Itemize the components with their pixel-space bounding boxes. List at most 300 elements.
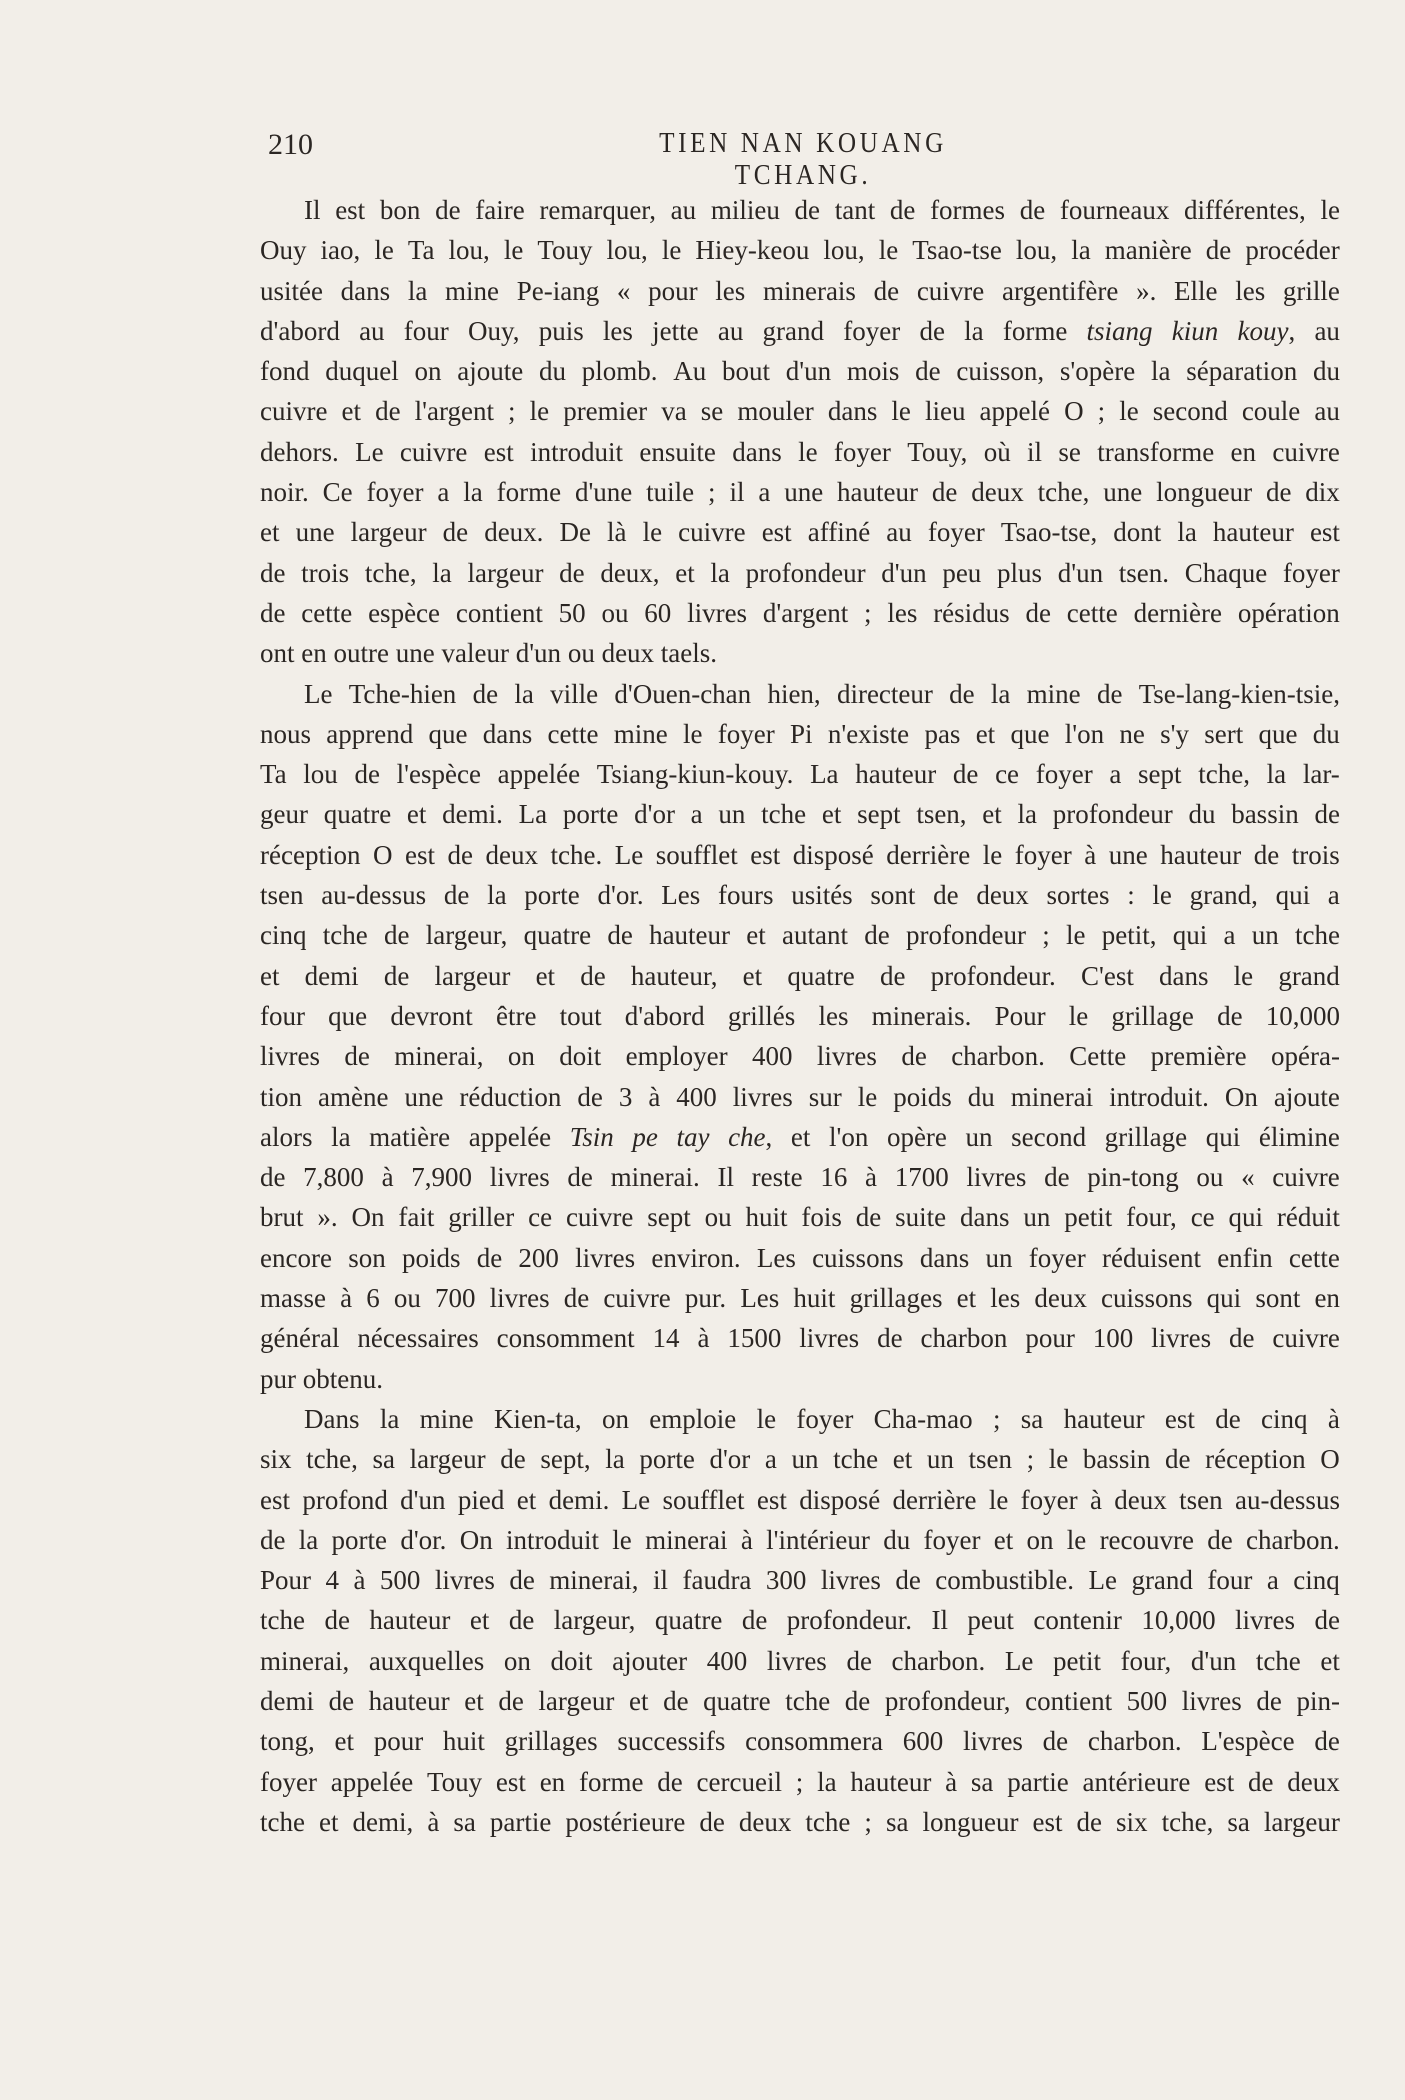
word-text: et xyxy=(260,960,280,991)
word xyxy=(508,391,516,431)
word xyxy=(612,1641,687,1681)
word xyxy=(1184,190,1306,230)
word xyxy=(357,1318,478,1358)
word-text: tant xyxy=(834,195,876,225)
word xyxy=(437,472,449,512)
text-line xyxy=(260,1480,1340,1520)
word-text: porte xyxy=(639,1444,695,1475)
word xyxy=(967,1600,1014,1640)
word-text: ou xyxy=(393,1283,421,1314)
word-text: four, xyxy=(1120,1645,1172,1676)
word-text: du xyxy=(883,1524,911,1555)
word-text: ont xyxy=(260,638,295,669)
word xyxy=(619,1077,633,1117)
word-text: les xyxy=(990,1283,1021,1314)
word-text: peut xyxy=(967,1605,1014,1636)
word xyxy=(540,1439,590,1479)
word-text: l'on xyxy=(1064,718,1105,749)
word-text: d'un xyxy=(1190,1645,1237,1676)
word-text: contient xyxy=(1025,1685,1113,1716)
word-text: Pour xyxy=(260,1565,312,1596)
word-text: Touy xyxy=(427,1766,483,1797)
word-text: nous xyxy=(260,718,312,749)
word-text: appelée xyxy=(330,1766,414,1797)
text-line xyxy=(260,351,1340,391)
word-text: pied xyxy=(457,1484,505,1515)
word-text: quatre xyxy=(323,799,392,830)
word-text: pour xyxy=(648,275,698,306)
word-text: Kien-ta, xyxy=(493,1403,582,1434)
word xyxy=(260,1721,315,1761)
word xyxy=(746,915,766,955)
word-text: Au xyxy=(673,356,707,387)
word-text: a xyxy=(1327,880,1340,911)
word-text: bassin xyxy=(1082,1444,1151,1475)
word xyxy=(260,391,327,431)
word-text: d'abord xyxy=(260,315,340,346)
word xyxy=(519,794,547,834)
word xyxy=(1162,1802,1214,1842)
word xyxy=(1033,1802,1063,1842)
word-text: réception xyxy=(260,839,361,870)
word-text: sortes xyxy=(1046,880,1110,911)
word-text: pur. xyxy=(684,1283,727,1314)
word-text: ; xyxy=(1026,1444,1035,1475)
word xyxy=(874,271,899,311)
word-text: les xyxy=(1235,275,1266,306)
word xyxy=(1020,190,1045,230)
word xyxy=(505,1721,598,1761)
word-text: auxquelles xyxy=(368,1645,485,1676)
word-text: est xyxy=(260,1484,290,1515)
word-text: on xyxy=(503,1645,531,1676)
word-text: hauteur xyxy=(1063,1403,1145,1434)
text-line xyxy=(260,1681,1340,1721)
word xyxy=(1225,1077,1258,1117)
word xyxy=(1190,875,1258,915)
word xyxy=(1111,996,1193,1036)
word xyxy=(323,915,368,955)
italic-term: kiun xyxy=(1171,315,1219,346)
word-text: dans xyxy=(340,275,391,306)
word-text: est xyxy=(335,195,366,225)
word xyxy=(951,1036,1045,1076)
word xyxy=(784,472,823,512)
word-text: Tsiang-kiun-kouy. xyxy=(596,759,794,790)
word xyxy=(639,1439,694,1479)
word-text: sa xyxy=(453,1806,476,1837)
word xyxy=(617,271,631,311)
word xyxy=(539,190,656,230)
word xyxy=(260,875,304,915)
word-text: le xyxy=(988,1484,1009,1515)
word xyxy=(325,1560,339,1600)
word xyxy=(835,190,876,230)
word-text: ». xyxy=(317,1202,338,1233)
word xyxy=(1025,1318,1075,1358)
word-text: de xyxy=(1025,597,1051,628)
word xyxy=(697,1318,709,1358)
word-text: environ. xyxy=(651,1242,741,1273)
word-text: et xyxy=(469,1605,490,1636)
word xyxy=(260,915,307,955)
word xyxy=(567,1157,592,1197)
word-text: second xyxy=(1152,396,1228,427)
word-text: « xyxy=(1241,1162,1255,1193)
word xyxy=(600,553,659,593)
word-text: de xyxy=(657,1766,683,1797)
word-text: ; xyxy=(864,597,872,628)
word-text: grand xyxy=(1131,1565,1193,1596)
word-text: Le xyxy=(304,678,333,709)
word-text: de xyxy=(915,356,941,387)
word-text: l'on xyxy=(828,1121,869,1152)
word-text: sa xyxy=(885,1806,909,1837)
word xyxy=(879,230,899,270)
word-text: de xyxy=(559,557,585,588)
word xyxy=(1256,1681,1281,1721)
word-text: transforme xyxy=(1097,436,1215,467)
word xyxy=(1314,391,1339,431)
word xyxy=(353,1802,414,1842)
word xyxy=(752,1036,793,1076)
word-text: foyer xyxy=(1035,759,1093,790)
word-text: est xyxy=(756,1484,787,1515)
word xyxy=(1097,674,1122,714)
word xyxy=(1191,1197,1215,1237)
word xyxy=(500,1439,525,1479)
word xyxy=(1165,1399,1195,1439)
word-text: tsen xyxy=(260,880,304,911)
word xyxy=(647,1197,691,1237)
word-text: charbon. xyxy=(1246,1524,1340,1555)
word-text: la xyxy=(1177,517,1197,548)
word-text: est xyxy=(1032,1806,1063,1837)
word-text: cette xyxy=(1066,597,1118,628)
word-text: et xyxy=(892,1444,913,1475)
word-text: de xyxy=(1253,839,1280,870)
word-text: n'existe xyxy=(827,718,910,749)
word xyxy=(348,1238,386,1278)
word xyxy=(1038,472,1090,512)
word-text: geur xyxy=(260,799,308,830)
word xyxy=(648,271,698,311)
word xyxy=(260,351,310,391)
word-text: on xyxy=(414,356,442,387)
word xyxy=(260,271,323,311)
word-text: grillage xyxy=(1104,1121,1188,1152)
word-text: tche xyxy=(761,799,807,830)
word xyxy=(260,1077,302,1117)
word xyxy=(490,1157,550,1197)
word-text: 7,900 xyxy=(411,1162,473,1193)
word xyxy=(530,432,623,472)
word-text: de xyxy=(1314,1726,1340,1757)
word xyxy=(611,1157,700,1197)
word xyxy=(260,714,311,754)
word-text: de xyxy=(889,195,916,225)
word xyxy=(260,1641,349,1681)
word-text: tsen, xyxy=(916,799,967,830)
word xyxy=(496,996,536,1036)
word-text: minerai, xyxy=(549,1565,639,1596)
word xyxy=(763,271,856,311)
word-text: deux xyxy=(1114,1484,1167,1515)
word-text: tion xyxy=(260,1081,303,1112)
word-text: là xyxy=(607,517,627,548)
word xyxy=(821,1560,881,1600)
word xyxy=(1267,754,1287,794)
word xyxy=(260,1318,339,1358)
word xyxy=(880,956,905,996)
word-text: cuivre xyxy=(678,517,746,548)
word-text: plus xyxy=(997,557,1043,588)
word-text: Dans xyxy=(304,1403,360,1434)
word-text: tsen. xyxy=(1118,557,1170,588)
word xyxy=(551,835,603,875)
word-text: le xyxy=(1065,920,1086,951)
word xyxy=(892,1641,986,1681)
word xyxy=(711,190,780,230)
word xyxy=(823,230,864,270)
word xyxy=(750,835,780,875)
word-text: hauteur xyxy=(855,759,937,790)
word xyxy=(369,1641,484,1681)
word-text: contenir xyxy=(1033,1605,1122,1636)
word-text: peu xyxy=(942,557,982,588)
word-text: est xyxy=(404,839,435,870)
word xyxy=(675,553,695,593)
word xyxy=(705,1197,732,1237)
word-text: minerai, xyxy=(260,1645,350,1676)
word-text: dernière xyxy=(1133,597,1223,628)
word-text: les xyxy=(715,275,746,306)
word xyxy=(662,230,682,270)
word-text: ensuite xyxy=(639,436,716,467)
word-text: d'or xyxy=(709,1444,751,1475)
word xyxy=(564,1278,589,1318)
word-text: soufflet xyxy=(655,839,738,870)
word-text: tche, xyxy=(1037,477,1090,508)
word-text: une xyxy=(1108,839,1148,870)
word-text: 4 xyxy=(325,1565,339,1596)
word xyxy=(818,996,848,1036)
word-text: sa xyxy=(970,1766,994,1797)
word-text: de xyxy=(952,759,979,790)
word xyxy=(477,1238,502,1278)
word xyxy=(718,875,774,915)
word-text: tout xyxy=(559,1000,602,1031)
word-text: être xyxy=(495,1000,537,1031)
word xyxy=(1151,1036,1247,1076)
word xyxy=(1097,432,1214,472)
word-text: la xyxy=(298,1524,319,1555)
word-text: tche xyxy=(322,920,368,951)
word xyxy=(484,432,514,472)
word-text: taels. xyxy=(660,638,718,669)
word-text: livres xyxy=(489,1283,550,1314)
word xyxy=(837,472,918,512)
word xyxy=(1053,794,1173,834)
word-text: à xyxy=(353,1565,366,1596)
word-text: Hiey-keou xyxy=(695,235,810,266)
word xyxy=(359,311,384,351)
word-text: de xyxy=(741,1605,768,1636)
word xyxy=(1305,472,1340,512)
word xyxy=(1185,553,1267,593)
word xyxy=(945,1762,957,1802)
word xyxy=(321,875,426,915)
word xyxy=(850,1278,943,1318)
word-text: où xyxy=(983,436,1011,467)
word-text: foyer xyxy=(717,718,775,749)
word xyxy=(997,553,1042,593)
word-text: de xyxy=(375,396,401,427)
text-line xyxy=(260,1641,1340,1681)
word-text: les xyxy=(887,597,918,628)
word xyxy=(1153,391,1228,431)
word xyxy=(661,391,686,431)
word-text: de xyxy=(931,477,958,508)
word-text: Touy xyxy=(537,235,593,266)
word-text: que xyxy=(428,718,468,749)
word-text: pas xyxy=(924,718,961,749)
word xyxy=(396,633,442,673)
word-text: demi. xyxy=(548,1484,610,1515)
word-text: sur xyxy=(808,1081,842,1112)
word xyxy=(822,794,842,834)
word xyxy=(1064,1399,1145,1439)
word-text: Les xyxy=(661,880,701,911)
word-text: livres xyxy=(575,1242,636,1273)
word xyxy=(1259,714,1298,754)
word xyxy=(1010,714,1049,754)
word xyxy=(415,351,442,391)
word-text: tche xyxy=(260,1806,305,1837)
page-header xyxy=(268,128,1340,191)
word xyxy=(643,512,663,552)
word-text: les xyxy=(602,315,633,346)
word-text: largeur, xyxy=(553,1605,636,1636)
word-text: La xyxy=(810,759,839,790)
word xyxy=(539,311,584,351)
word xyxy=(1231,794,1299,834)
word xyxy=(1088,1560,1116,1600)
word xyxy=(1314,311,1339,351)
word-text: largeur xyxy=(467,557,544,588)
word xyxy=(334,633,396,673)
word-text: huit xyxy=(793,1283,836,1314)
word-text: ajoute xyxy=(457,356,524,387)
word xyxy=(435,1278,476,1318)
word-text: a xyxy=(758,477,771,508)
word xyxy=(893,1077,952,1117)
word-text: de xyxy=(1044,1162,1070,1193)
word xyxy=(917,271,984,311)
word xyxy=(1084,835,1096,875)
word-text: et xyxy=(975,718,996,749)
word xyxy=(984,432,1011,472)
word-text: Le xyxy=(355,436,384,467)
text-line xyxy=(260,1762,1340,1802)
word xyxy=(1001,512,1097,552)
word xyxy=(1043,1721,1068,1761)
word xyxy=(1029,1238,1086,1278)
word xyxy=(1077,1802,1102,1842)
word xyxy=(935,1560,1074,1600)
word xyxy=(473,674,498,714)
word xyxy=(441,633,515,673)
word-text: alors xyxy=(260,1121,313,1152)
word xyxy=(793,835,874,875)
word-text: hauteur xyxy=(368,1685,450,1716)
word xyxy=(260,1197,304,1237)
word-text: se xyxy=(1058,436,1081,467)
word xyxy=(319,1802,339,1842)
word xyxy=(727,1318,781,1358)
word xyxy=(817,1762,837,1802)
word-text: foyer xyxy=(1020,1484,1078,1515)
word-text: Ouy xyxy=(260,235,307,266)
word xyxy=(995,996,1046,1036)
word xyxy=(710,553,730,593)
word-text: fourneaux xyxy=(1059,195,1170,225)
word xyxy=(1320,190,1340,230)
word-text: tche xyxy=(260,1605,305,1636)
word-text: tche xyxy=(1294,920,1340,951)
word-text: le xyxy=(529,396,550,427)
word-text: de xyxy=(508,1605,535,1636)
word xyxy=(324,794,391,834)
word xyxy=(260,432,339,472)
word xyxy=(1109,754,1121,794)
word xyxy=(1087,311,1153,351)
word-text: foyer xyxy=(366,477,424,508)
word xyxy=(737,391,813,431)
word-text: 10,000 xyxy=(1141,1605,1216,1636)
word-text: porte xyxy=(524,880,580,911)
word-text: Pe-iang xyxy=(516,275,600,306)
word xyxy=(260,1036,320,1076)
word-text: : xyxy=(1127,880,1135,911)
word-text: cinq xyxy=(1261,1403,1308,1434)
word-text: a xyxy=(690,799,703,830)
word-text: et xyxy=(982,799,1002,830)
word xyxy=(607,512,627,552)
word xyxy=(949,674,974,714)
word-text: ou xyxy=(601,597,629,628)
word-text: on xyxy=(507,1041,535,1072)
word xyxy=(644,593,671,633)
word xyxy=(957,1278,977,1318)
word xyxy=(328,996,367,1036)
word xyxy=(605,1439,625,1479)
word xyxy=(468,311,520,351)
word xyxy=(1303,754,1340,794)
word-text: derrière xyxy=(892,1484,977,1515)
word xyxy=(1215,1399,1240,1439)
word xyxy=(260,1117,312,1157)
word-text: l'argent xyxy=(414,396,494,427)
word-text: minerais xyxy=(762,275,856,306)
word xyxy=(563,794,618,834)
word xyxy=(397,754,481,794)
word-text: l'espèce xyxy=(396,759,481,790)
text-line xyxy=(260,1318,1340,1358)
word xyxy=(901,1036,926,1076)
word-text: Les xyxy=(740,1283,780,1314)
text-line xyxy=(260,391,1340,431)
